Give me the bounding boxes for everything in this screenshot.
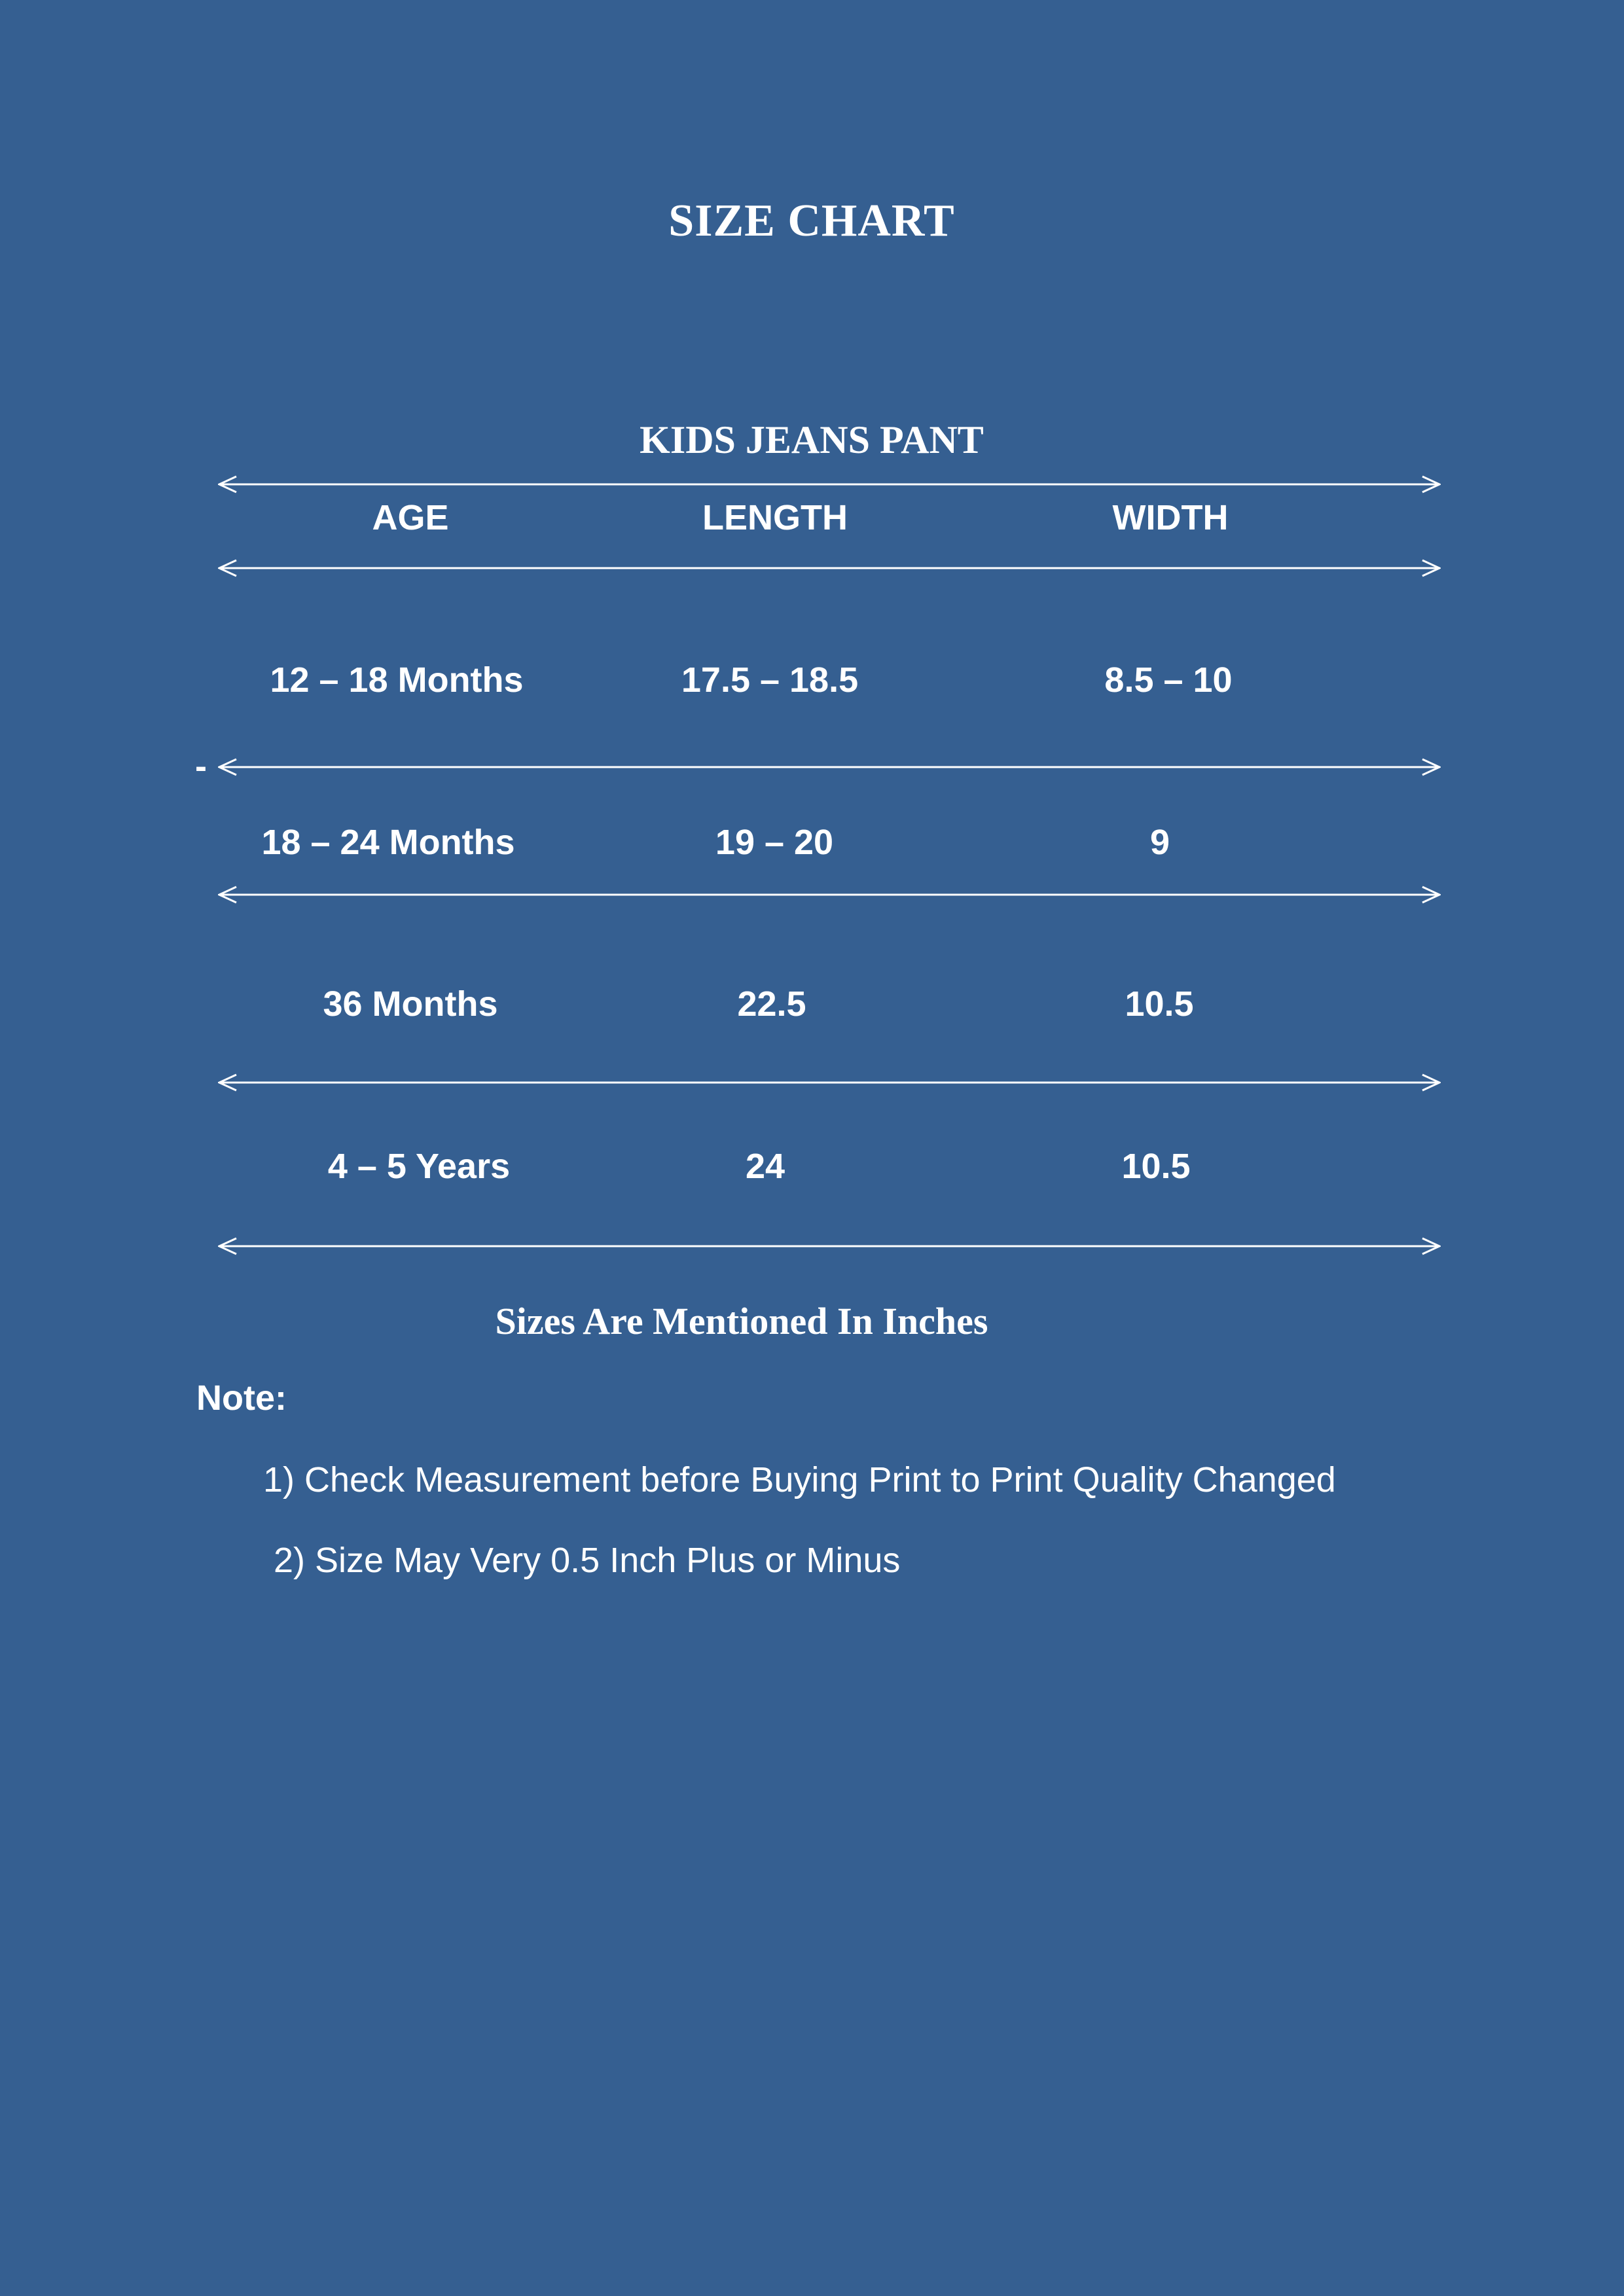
double-headed-arrow-icon (218, 475, 1441, 493)
double-headed-arrow-icon (218, 559, 1441, 577)
table-cell-age: 12 – 18 Months (270, 660, 524, 700)
note-item: 1) Check Measurement before Buying Print to Print Quality Changed (263, 1460, 1336, 1499)
table-cell-length: 17.5 – 18.5 (681, 660, 859, 700)
header-length: LENGTH (702, 498, 848, 537)
table-cell-age: 36 Months (323, 984, 498, 1024)
table-cell-length: 24 (745, 1147, 785, 1186)
double-headed-arrow-icon (218, 758, 1441, 776)
header-width: WIDTH (1112, 498, 1229, 537)
double-headed-arrow-icon (218, 1237, 1441, 1255)
note-item: 2) Size May Very 0.5 Inch Plus or Minus (274, 1541, 901, 1580)
table-cell-age: 4 – 5 Years (327, 1147, 511, 1186)
table-caption: KIDS JEANS PANT (640, 418, 984, 461)
page-title: SIZE CHART (668, 196, 955, 246)
stray-dash-mark: - (195, 747, 207, 786)
units-note: Sizes Are Mentioned In Inches (495, 1300, 988, 1342)
double-headed-arrow-icon (218, 886, 1441, 904)
table-cell-width: 10.5 (1121, 1147, 1191, 1186)
table-cell-length: 22.5 (737, 984, 806, 1024)
table-cell-length: 19 – 20 (715, 823, 834, 862)
note-label: Note: (196, 1378, 287, 1418)
header-age: AGE (372, 498, 449, 537)
table-cell-age: 18 – 24 Months (261, 823, 515, 862)
table-cell-width: 8.5 – 10 (1104, 660, 1233, 700)
table-cell-width: 9 (1149, 823, 1170, 862)
table-cell-width: 10.5 (1125, 984, 1194, 1024)
double-headed-arrow-icon (218, 1073, 1441, 1092)
